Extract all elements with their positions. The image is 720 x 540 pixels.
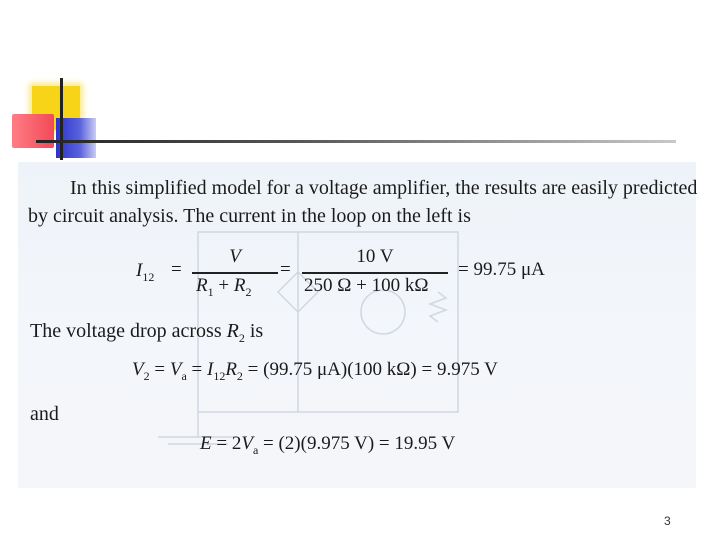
eq1-result: = 99.75 μA bbox=[458, 259, 545, 280]
eq1-fraction-bar-2 bbox=[302, 272, 448, 274]
eq1-lhs: $I_{12}$ bbox=[136, 260, 155, 284]
eq1-numerator-v: V bbox=[229, 246, 241, 267]
eq1-fraction-bar-1 bbox=[192, 272, 278, 274]
page-number: 3 bbox=[664, 514, 671, 528]
voltage-drop-sentence: The voltage drop across $R_2$ is bbox=[30, 320, 264, 345]
textbook-scan bbox=[18, 162, 696, 488]
and-text: and bbox=[30, 403, 59, 425]
equation-voltage-drop: $V_2 = V_a = I_{12}R_2 = (99.75$ μA)(100 kΩ) = 9.975 V bbox=[132, 359, 498, 383]
eq1-numerator-2: 10 V bbox=[356, 246, 394, 267]
eq1-fraction-2 bbox=[302, 246, 448, 268]
eq1-equals-1: = bbox=[171, 259, 182, 280]
intro-line-2: by circuit analysis. The current in the loop on the left is bbox=[28, 205, 471, 227]
eq1-equals-2: = bbox=[280, 259, 291, 280]
equation-gain-output: $E = 2V_a = (2)(9.975$ V) = 19.95 V bbox=[200, 433, 456, 457]
eq1-denominator-1: $R_1 + R_2$ bbox=[196, 275, 252, 299]
eq1-fraction-1 bbox=[190, 246, 280, 268]
logo-vertical-line bbox=[60, 78, 63, 160]
intro-line-1: In this simplified model for a voltage amplifier, the results are easily predicted bbox=[70, 177, 698, 199]
eq1-denominator-2: 250 Ω + 100 kΩ bbox=[304, 275, 429, 296]
title-underline bbox=[36, 140, 676, 143]
slide-logo bbox=[0, 0, 720, 170]
